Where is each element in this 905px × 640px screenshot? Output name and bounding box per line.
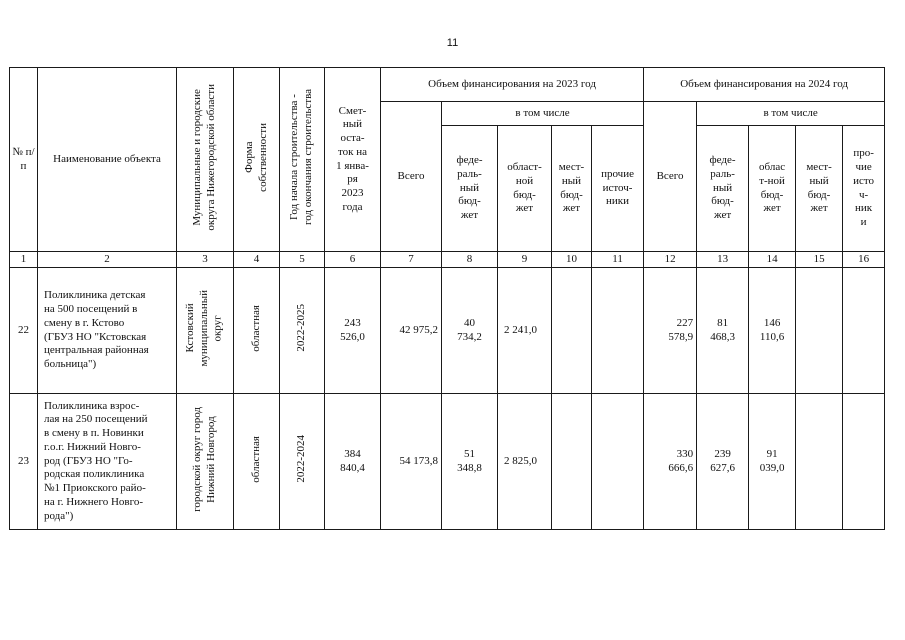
column-number: 2 [38, 252, 177, 268]
regional-2024-text: 91 039,0 [759, 447, 785, 474]
object-name [38, 268, 177, 394]
header-name: Наименование объекта [38, 68, 177, 252]
federal-2024-text: 81 468,3 [710, 316, 735, 343]
header-estimate-text: Смет- ный остa- ток на 1 янва- ря 2023 года [336, 104, 369, 213]
regional-2023: 2 241,0 [498, 268, 552, 394]
header-federal-2024 [697, 126, 749, 252]
estimate-balance [325, 268, 381, 394]
estimate-balance-text: 384 840,4 [340, 447, 365, 474]
federal-2023-text: 40 734,2 [457, 316, 482, 343]
total-2024 [644, 268, 697, 394]
municipality-text: Кстовский муниципальный округ [184, 289, 224, 367]
header-years [280, 68, 325, 252]
row-num: 22 [10, 268, 38, 394]
federal-2023-text: 51 348,8 [457, 447, 482, 474]
total-2024-text: 227 578,9 [668, 316, 694, 343]
page-number: 11 [446, 37, 459, 49]
local-2024 [796, 394, 843, 530]
column-number: 1 [10, 252, 38, 268]
header-federal-2024-text: феде- раль- ный бюд- жет [709, 154, 736, 222]
federal-2024 [697, 394, 749, 530]
municipality [177, 394, 234, 530]
construction-years-text: 2022-2024 [295, 435, 308, 483]
column-number: 8 [442, 252, 498, 268]
regional-2024 [749, 268, 796, 394]
column-number: 15 [796, 252, 843, 268]
header-num: № п/п [10, 68, 38, 252]
ownership-text: областная [249, 435, 262, 483]
table-row [10, 394, 885, 530]
column-number: 12 [644, 252, 697, 268]
regional-2023: 2 825,0 [498, 394, 552, 530]
total-2023: 42 975,2 [381, 268, 442, 394]
header-regional-2024-text: облас т-ной бюд- жет [759, 161, 786, 215]
header-estimate [325, 68, 381, 252]
federal-2023 [442, 394, 498, 530]
header-years-text: Год начала строительства - год окончания строительства [288, 89, 314, 226]
ownership-text: областная [249, 304, 262, 352]
local-2023 [552, 394, 592, 530]
header-other-2023-text: прочие источ- ники [601, 167, 634, 208]
ownership [234, 268, 280, 394]
header-federal-2023 [442, 126, 498, 252]
other-2024 [843, 394, 885, 530]
header-total-2024: Всего [644, 102, 697, 252]
header-total-2023: Всего [381, 102, 442, 252]
construction-years [280, 268, 325, 394]
header-ownership [234, 68, 280, 252]
header-municipality [177, 68, 234, 252]
other-2024 [843, 268, 885, 394]
header-local-2024 [796, 126, 843, 252]
object-name-text: Поликлиника взрос- лая на 250 посещений в смену в п. Новинки г.о.г. Нижний Новго- род (ГБУЗ НО "Го- родская поликлиника №1 Приокского райо- на г. Нижнего Новго- рода") [44, 399, 148, 522]
header-other-2023 [592, 126, 644, 252]
federal-2023 [442, 268, 498, 394]
federal-2024-text: 239 627,6 [710, 447, 735, 474]
row-num: 23 [10, 394, 38, 530]
header-local-2023-text: мест- ный бюд- жет [558, 161, 585, 215]
municipality [177, 268, 234, 394]
column-number: 5 [280, 252, 325, 268]
column-number: 7 [381, 252, 442, 268]
object-name-text: Поликлиника детская на 500 посещений в смену в г. Кстово (ГБУЗ НО "Кстовская центральная районная больница") [44, 289, 149, 370]
header-municipality-text: Муниципальные и городские округа Нижегородской области [191, 83, 217, 231]
other-2023 [592, 394, 644, 530]
total-2024 [644, 394, 697, 530]
header-fin-2024: Объем финансирования на 2024 год [644, 68, 885, 102]
column-number: 13 [697, 252, 749, 268]
header-federal-2023-text: феде- раль- ный бюд- жет [456, 154, 483, 222]
other-2023 [592, 268, 644, 394]
construction-years [280, 394, 325, 530]
total-2023: 54 173,8 [381, 394, 442, 530]
local-2023 [552, 268, 592, 394]
header-including-2023: в том числе [442, 102, 644, 126]
column-number: 14 [749, 252, 796, 268]
total-2024-text: 330 666,6 [668, 447, 694, 474]
estimate-balance-text: 243 526,0 [340, 316, 365, 343]
construction-years-text: 2022-2025 [295, 304, 308, 352]
header-ownership-text: Форма собственности [242, 122, 269, 192]
table-row [10, 268, 885, 394]
local-2024 [796, 268, 843, 394]
header-local-2023 [552, 126, 592, 252]
municipality-text: городской округ город Нижний Новгород [191, 406, 217, 512]
column-number: 3 [177, 252, 234, 268]
column-number: 10 [552, 252, 592, 268]
header-fin-2023: Объем финансирования на 2023 год [381, 68, 644, 102]
estimate-balance [325, 394, 381, 530]
header-local-2024-text: мест- ный бюд- жет [806, 161, 832, 215]
column-number: 16 [843, 252, 885, 268]
header-including-2024: в том числе [697, 102, 885, 126]
header-regional-2024 [749, 126, 796, 252]
column-numbers-row [10, 252, 885, 268]
column-number: 4 [234, 252, 280, 268]
object-name [38, 394, 177, 530]
financing-table [9, 67, 885, 530]
federal-2024 [697, 268, 749, 394]
ownership [234, 394, 280, 530]
column-number: 11 [592, 252, 644, 268]
regional-2024-text: 146 110,6 [759, 316, 785, 343]
column-number: 9 [498, 252, 552, 268]
header-regional-2023-text: област- ной бюд- жет [507, 161, 542, 215]
header-other-2024-text: про- чие исто ч- ник и [853, 147, 875, 228]
header-other-2024 [843, 126, 885, 252]
column-number: 6 [325, 252, 381, 268]
regional-2024 [749, 394, 796, 530]
header-regional-2023 [498, 126, 552, 252]
